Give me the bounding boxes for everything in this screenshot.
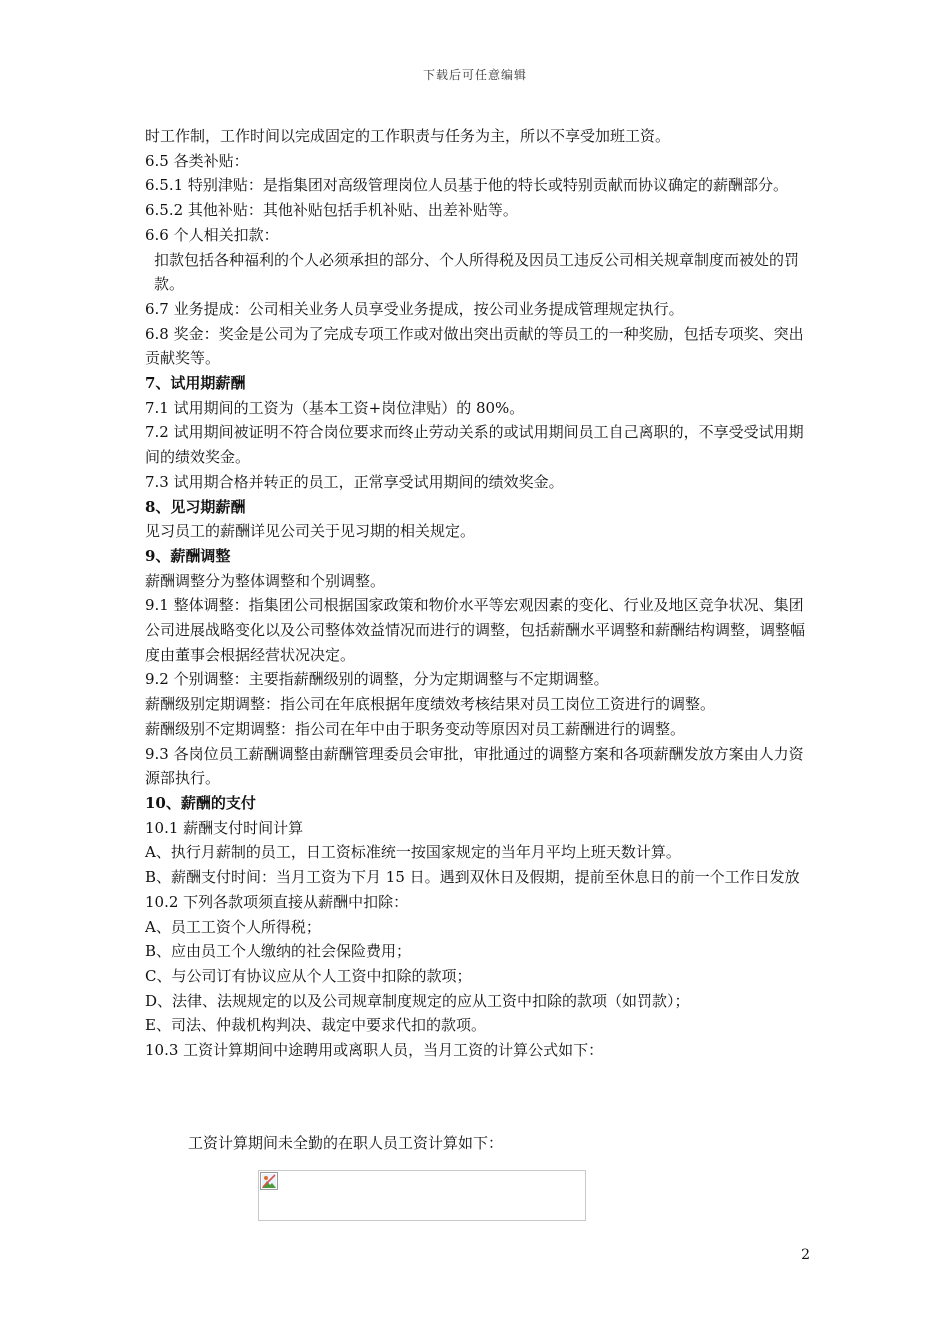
section-heading: 10、薪酬的支付 <box>145 793 256 812</box>
page-number: 2 <box>801 1247 810 1263</box>
section-heading: 7、试用期薪酬 <box>145 374 246 393</box>
paragraph: 7.2 试用期间被证明不符合岗位要求而终止劳动关系的或试用期间员工自己离职的，不享受受试用期间的绩效奖金。 <box>145 423 804 467</box>
list-item: C、与公司订有协议应从个人工资中扣除的款项； <box>145 966 472 985</box>
paragraph: 6.6 个人相关扣款： <box>145 225 279 244</box>
list-item: D、法律、法规规定的以及公司规章制度规定的应从工资中扣除的款项（如罚款）； <box>145 991 690 1010</box>
paragraph: 6.7 业务提成：公司相关业务人员享受业务提成，按公司业务提成管理规定执行。 <box>145 299 684 318</box>
list-item: E、司法、仲裁机构判决、裁定中要求代扣的款项。 <box>145 1016 486 1035</box>
section-heading: 8、见习期薪酬 <box>145 497 246 516</box>
formula-intro: 工资计算期间未全勤的在职人员工资计算如下： <box>188 1134 504 1152</box>
paragraph: 6.5.1 特别津贴：是指集团对高级管理岗位人员基于他的特长或特别贡献而协议确定的薪酬部分。 <box>145 176 788 195</box>
paragraph: 薪酬调整分为整体调整和个别调整。 <box>145 571 386 590</box>
paragraph: 6.5.2 其他补贴：其他补贴包括手机补贴、出差补贴等。 <box>145 201 518 220</box>
paragraph: 薪酬级别定期调整：指公司在年底根据年度绩效考核结果对员工岗位工资进行的调整。 <box>145 695 716 714</box>
paragraph: 见习员工的薪酬详见公司关于见习期的相关规定。 <box>145 522 476 541</box>
document-body <box>145 124 810 1063</box>
paragraph: 薪酬级别不定期调整：指公司在年中由于职务变动等原因对员工薪酬进行的调整。 <box>145 719 686 738</box>
paragraph: 9.1 整体调整：指集团公司根据国家政策和物价水平等宏观因素的变化、行业及地区竞争状况、集团公司进展战略变化以及公司整体效益情况而进行的调整，包括薪酬水平调整和薪酬结构调整，调整幅度由董事会根据经营状况决定。 <box>145 596 806 664</box>
paragraph: A、执行月薪制的员工，日工资标准统一按国家规定的当年月平均上班天数计算。 <box>145 843 681 862</box>
paragraph: 扣款包括各种福利的个人必须承担的部分、个人所得税及因员工违反公司相关规章制度而被处的罚款。 <box>154 250 800 294</box>
paragraph: B、薪酬支付时间：当月工资为下月 15 日。遇到双休日及假期，提前至休息日的前一个工作日发放 <box>145 868 800 887</box>
broken-image-icon <box>260 1172 278 1190</box>
paragraph: 时工作制，工作时间以完成固定的工作职责与任务为主，所以不享受加班工资。 <box>145 127 671 145</box>
page-header: 下载后可任意编辑 <box>422 68 527 82</box>
paragraph: 10.1 薪酬支付时间计算 <box>145 818 304 837</box>
section-heading: 9、薪酬调整 <box>145 546 231 565</box>
formula-image-placeholder <box>258 1170 586 1221</box>
paragraph: 6.5 各类补贴： <box>145 151 249 170</box>
paragraph: 9.2 个别调整：主要指薪酬级别的调整，分为定期调整与不定期调整。 <box>145 670 609 689</box>
paragraph: 10.2 下列各款项须直接从薪酬中扣除： <box>145 892 409 911</box>
paragraph: 7.1 试用期间的工资为（基本工资+岗位津贴）的 80%。 <box>145 398 525 417</box>
paragraph: 9.3 各岗位员工薪酬调整由薪酬管理委员会审批，审批通过的调整方案和各项薪酬发放方案由人力资源部执行。 <box>145 744 804 788</box>
paragraph: 10.3 工资计算期间中途聘用或离职人员，当月工资的计算公式如下： <box>145 1041 604 1060</box>
list-item: A、员工工资个人所得税； <box>145 917 321 936</box>
paragraph: 6.8 奖金：奖金是公司为了完成专项工作或对做出突出贡献的等员工的一种奖励，包括专项奖、突出贡献奖等。 <box>145 324 804 368</box>
list-item: B、应由员工个人缴纳的社会保险费用； <box>145 942 412 961</box>
paragraph: 7.3 试用期合格并转正的员工，正常享受试用期间的绩效奖金。 <box>145 472 564 491</box>
